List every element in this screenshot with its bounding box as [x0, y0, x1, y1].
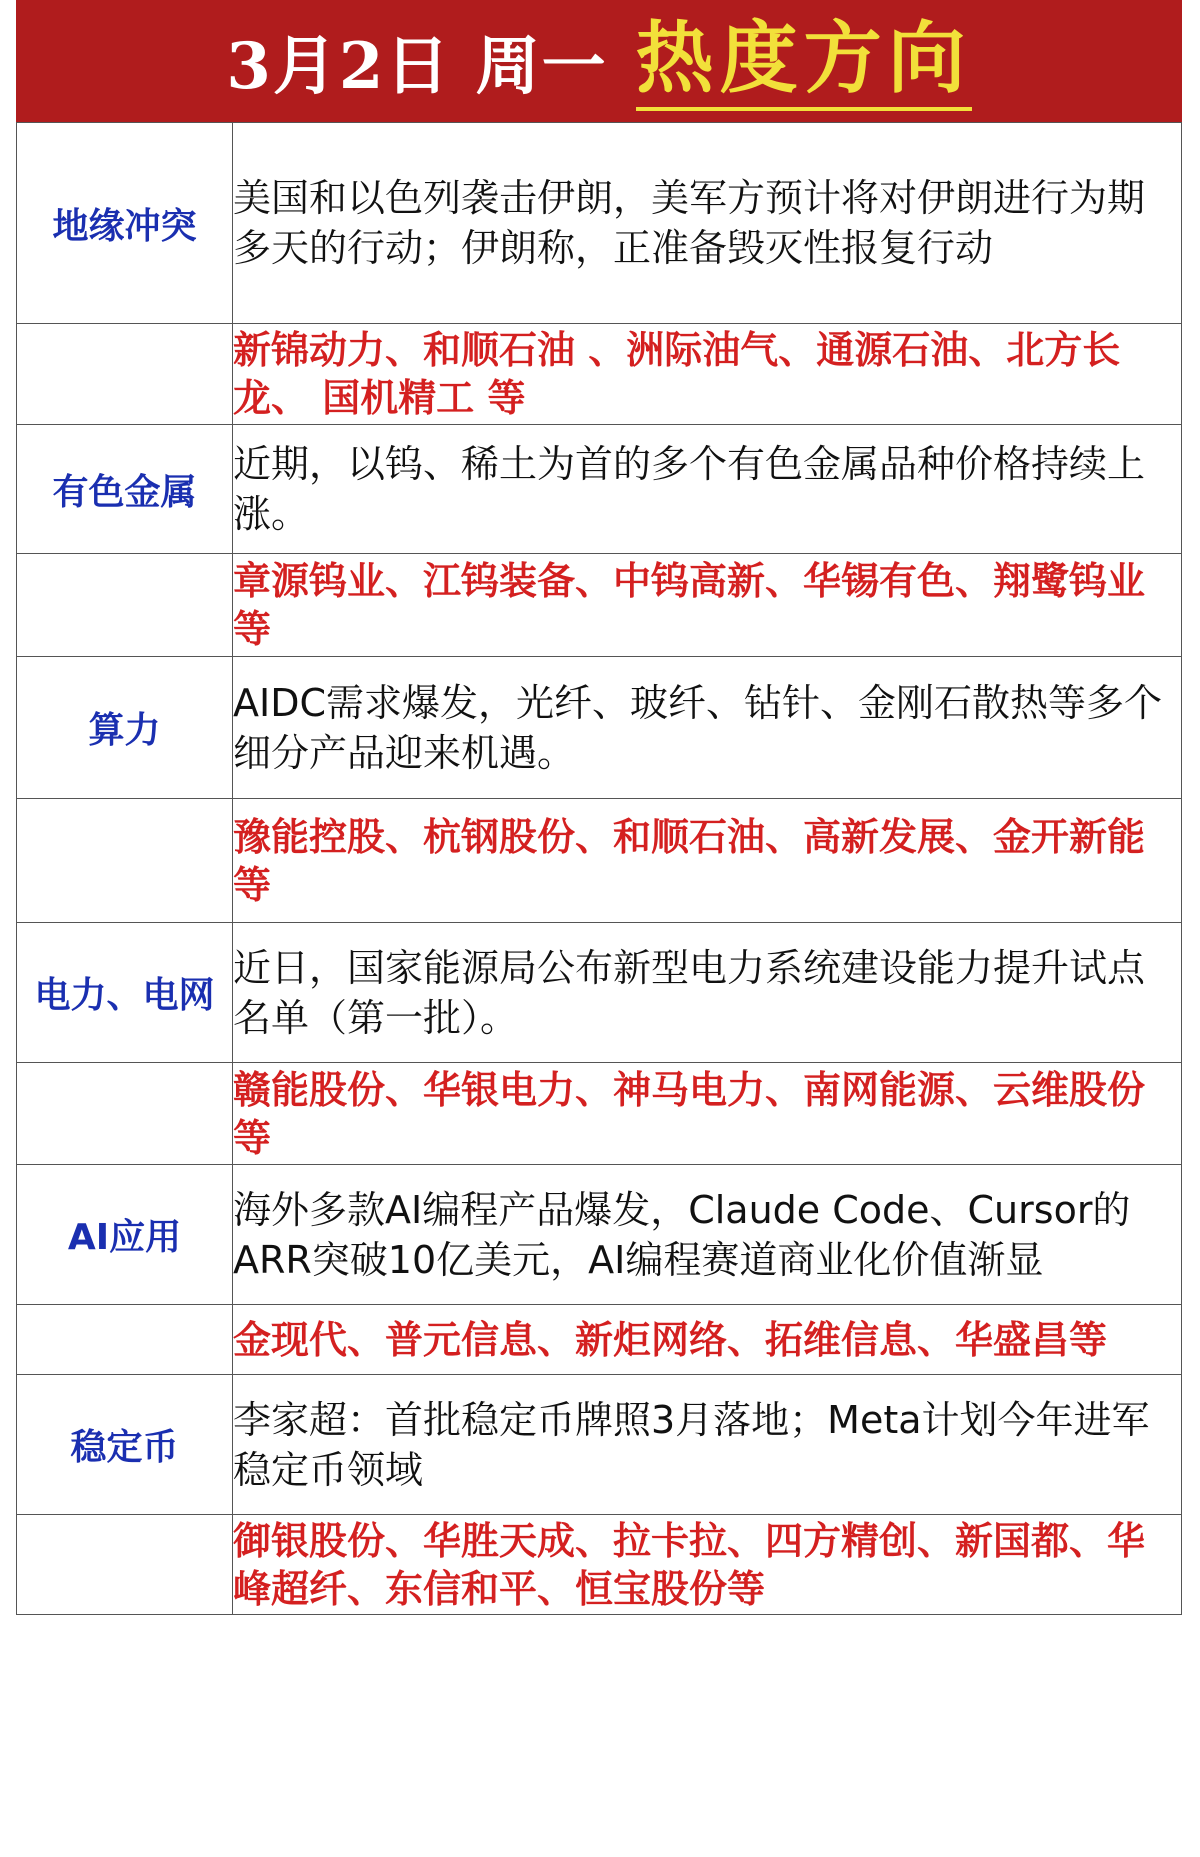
- empty-cell: [17, 799, 233, 923]
- description-cell: 近日，国家能源局公布新型电力系统建设能力提升试点名单（第一批）。: [233, 923, 1182, 1063]
- hot-topics-table: [16, 122, 1182, 1615]
- category-cell: 电力、电网: [17, 923, 233, 1063]
- stocks-row: [17, 1515, 1182, 1615]
- stocks-row: [17, 1063, 1182, 1165]
- description-cell: 美国和以色列袭击伊朗，美军方预计将对伊朗进行为期多天的行动；伊朗称，正准备毁灭性报复行动: [233, 123, 1182, 324]
- empty-cell: [17, 1063, 233, 1165]
- category-cell: 有色金属: [17, 425, 233, 554]
- section-row: [17, 1375, 1182, 1515]
- section-row: [17, 1165, 1182, 1305]
- stocks-row: [17, 554, 1182, 657]
- stocks-row: [17, 324, 1182, 425]
- empty-cell: [17, 554, 233, 657]
- header-date: 3月2日 周一: [226, 29, 608, 104]
- description-cell: 李家超：首批稳定币牌照3月落地；Meta计划今年进军稳定币领域: [233, 1375, 1182, 1515]
- section-row: [17, 123, 1182, 324]
- stocks-cell: 豫能控股、杭钢股份、和顺石油、高新发展、金开新能等: [233, 799, 1182, 923]
- empty-cell: [17, 1515, 233, 1615]
- stocks-cell: 赣能股份、华银电力、神马电力、南网能源、云维股份等: [233, 1063, 1182, 1165]
- header-title: 热度方向: [636, 11, 972, 111]
- category-cell: 稳定币: [17, 1375, 233, 1515]
- empty-cell: [17, 324, 233, 425]
- description-cell: AIDC需求爆发，光纤、玻纤、钻针、金刚石散热等多个细分产品迎来机遇。: [233, 657, 1182, 799]
- stocks-cell: 新锦动力、和顺石油 、洲际油气、通源石油、北方长龙、 国机精工 等: [233, 324, 1182, 425]
- stocks-cell: 章源钨业、江钨装备、中钨高新、华锡有色、翔鹭钨业等: [233, 554, 1182, 657]
- stocks-cell: 金现代、普元信息、新炬网络、拓维信息、华盛昌等: [233, 1305, 1182, 1375]
- description-cell: 海外多款AI编程产品爆发，Claude Code、Cursor的ARR突破10亿美元，AI编程赛道商业化价值渐显: [233, 1165, 1182, 1305]
- section-row: [17, 657, 1182, 799]
- stocks-row: [17, 1305, 1182, 1375]
- category-cell: 算力: [17, 657, 233, 799]
- empty-cell: [17, 1305, 233, 1375]
- stocks-cell: 御银股份、华胜天成、拉卡拉、四方精创、新国都、华峰超纤、东信和平、恒宝股份等: [233, 1515, 1182, 1615]
- stocks-row: [17, 799, 1182, 923]
- category-cell: AI应用: [17, 1165, 233, 1305]
- section-row: [17, 425, 1182, 554]
- description-cell: 近期，以钨、稀土为首的多个有色金属品种价格持续上涨。: [233, 425, 1182, 554]
- category-cell: 地缘冲突: [17, 123, 233, 324]
- header-banner: [16, 0, 1182, 122]
- section-row: [17, 923, 1182, 1063]
